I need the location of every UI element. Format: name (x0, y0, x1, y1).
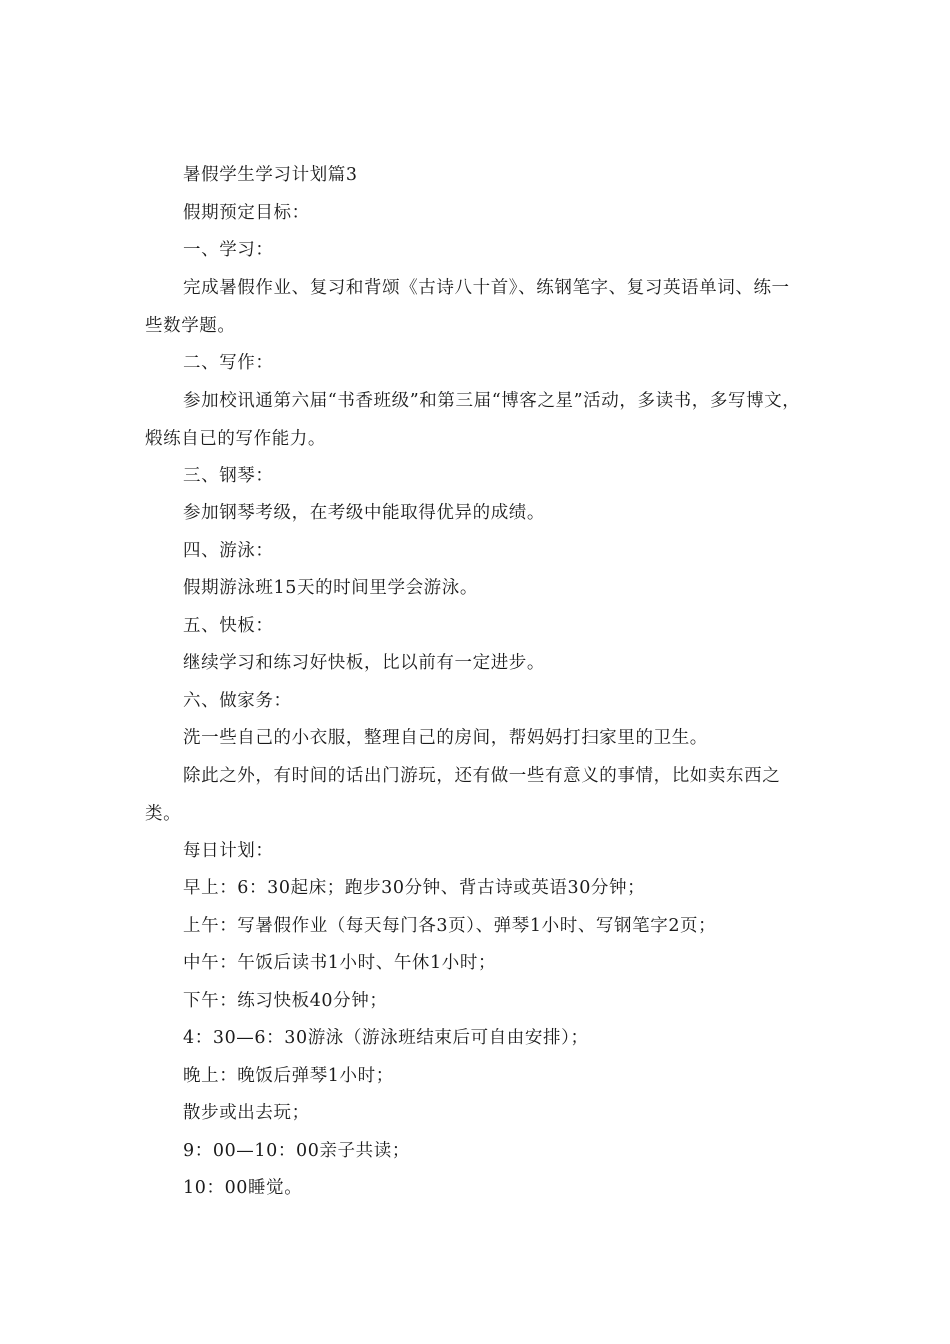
item-body-piano: 参加钢琴考级，在考级中能取得优异的成绩。 (183, 503, 545, 523)
item-body-writing: 参加校讯通第六届“书香班级”和第三届“博客之星”活动，多读书，多写博文，煅练自已的写作能力。 (145, 391, 801, 449)
item-heading-kuaiban: 五、快板： (183, 616, 274, 636)
item-heading-swimming: 四、游泳： (183, 541, 274, 561)
item-heading-study: 一、学习： (183, 240, 274, 260)
daily-noon: 中午：午饭后读书1小时、午休1小时； (183, 953, 497, 973)
daily-walk: 散步或出去玩； (183, 1103, 310, 1123)
item-heading-writing: 二、写作： (183, 353, 274, 373)
item-body-housework: 洗一些自己的小衣服，整理自己的房间，帮妈妈打扫家里的卫生。 (183, 728, 708, 748)
section-heading-daily: 每日计划： (183, 841, 274, 861)
daily-morning: 早上：6：30起床；跑步30分钟、背古诗或英语30分钟； (183, 878, 646, 898)
item-body-swimming: 假期游泳班15天的时间里学会游泳。 (183, 578, 478, 598)
daily-evening: 晚上：晚饭后弹琴1小时； (183, 1066, 394, 1086)
section-heading-goals: 假期预定目标： (183, 203, 310, 223)
daily-forenoon: 上午：写暑假作业（每天每门各3页）、弹琴1小时、写钢笔字2页； (183, 916, 717, 936)
document-title: 暑假学生学习计划篇3 (183, 165, 358, 185)
daily-afternoon: 下午：练习快板40分钟； (183, 991, 388, 1011)
item-body-kuaiban: 继续学习和练习好快板，比以前有一定进步。 (183, 653, 545, 673)
daily-reading: 9：00—10：00亲子共读； (183, 1141, 410, 1161)
daily-sleep: 10：00睡觉。 (183, 1178, 303, 1198)
daily-swimming: 4：30—6：30游泳（游泳班结束后可自由安排）； (183, 1028, 589, 1048)
item-heading-housework: 六、做家务： (183, 691, 292, 711)
item-body-study: 完成暑假作业、复习和背颂《古诗八十首》、练钢笔字、复习英语单词、练一些数学题。 (145, 278, 790, 336)
item-heading-piano: 三、钢琴： (183, 466, 274, 486)
extra-activities: 除此之外，有时间的话出门游玩，还有做一些有意义的事情，比如卖东西之类。 (145, 766, 781, 824)
